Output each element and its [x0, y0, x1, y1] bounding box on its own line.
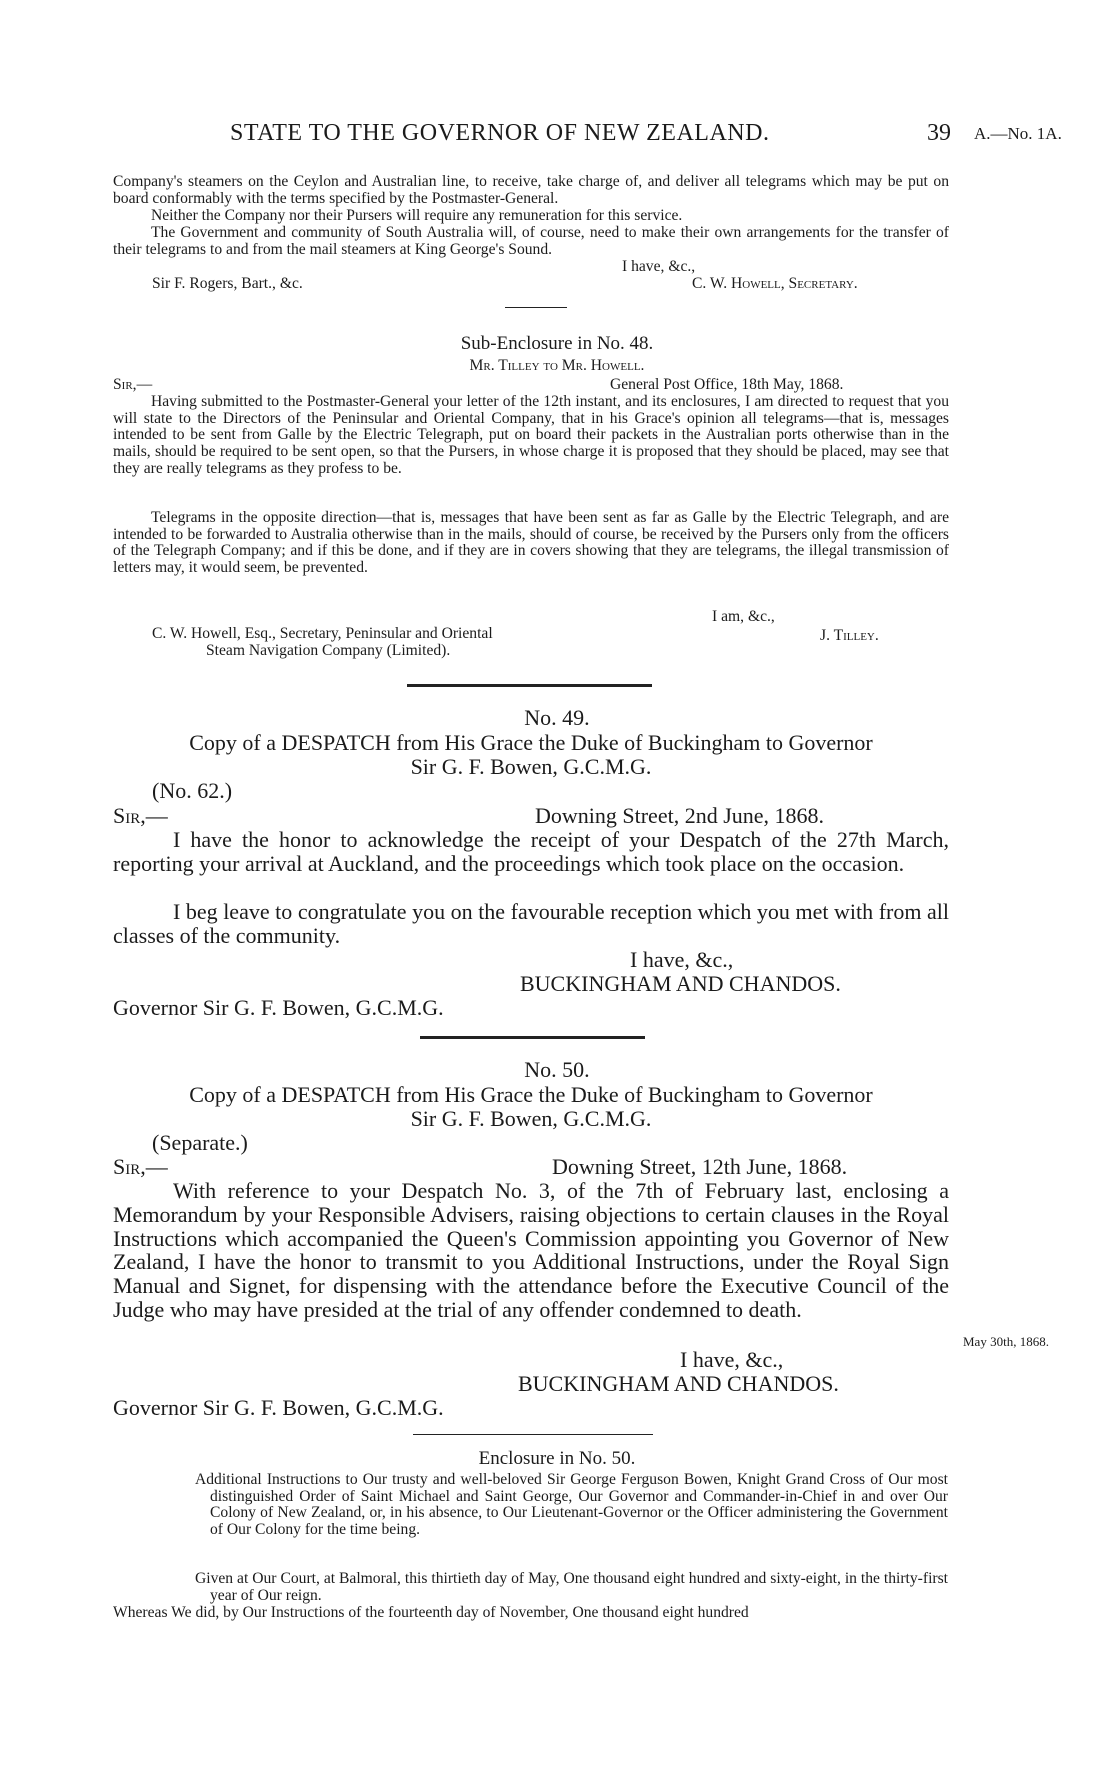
continuation-paragraph-3: The Government and community of South Australia will, of course, need to make their own arrangements for the transfer of their telegrams to and from the mail steamers at King George's Sound. — [113, 224, 949, 258]
despatch-title: Copy of a DESPATCH from His Grace the Duke of Buckingham to Governor Sir G. F. Bowen, G.C.M.G. — [189, 1082, 873, 1131]
place-date: Downing Street, 2nd June, 1868. — [535, 803, 825, 828]
sub-enclosure-paragraph-1: Having submitted to the Postmaster-General your letter of the 12th instant, and its enclosures, I am directed to request that you will state to the Directors of the Peninsular and Oriental Company, that in his Grace's opinion all telegrams—that is, messages intended to be sent from Galle by the Electric Telegraph, put on board their packets in the Australian ports otherwise than in the mails, should be required to be sent open, so that the Pursers, in whose charge it is proposed that they should be placed, may see that they are really telegrams as they profess to be. — [113, 393, 949, 477]
signature: C. W. Howell, Secretary. — [692, 275, 858, 292]
closing: I have, &c., — [680, 1347, 784, 1372]
sub-enclosure-paragraph-2: Telegrams in the opposite direction—that is, messages that have been sent as far as Galle by the Electric Telegraph, and are intended to be forwarded to Australia otherwise than in the mails, should of course, be received by the Pursers only from the officers of the Telegraph Company; and if this be done, and if they are in covers showing that they are telegrams, the illegal transmission of letters may, it would seem, be prevented. — [113, 509, 949, 577]
section-divider — [407, 684, 652, 687]
despatch-paragraph-2: I beg leave to congratulate you on the favourable reception which you met with from all classes of the community. — [113, 899, 949, 948]
addressee-line-2: Steam Navigation Company (Limited). — [206, 642, 451, 659]
enclosure-paragraph-1: Additional Instructions to Our trusty and well-beloved Sir George Ferguson Bowen, Knight Grand Cross of Our most distinguished Order of Saint Michael and Saint George, Our Governor and Commander-in-Chief in and over Our Colony of New Zealand, or, in his absence, to Our Lieutenant-Governor or the Officer administering the Government of Our Colony for the time being. — [195, 1471, 948, 1538]
closing: I am, &c., — [712, 608, 775, 625]
sub-enclosure-title: Sub-Enclosure in No. 48. — [460, 333, 654, 354]
running-title: STATE TO THE GOVERNOR OF NEW ZEALAND. — [230, 120, 770, 146]
place-date: Downing Street, 12th June, 1868. — [552, 1154, 848, 1179]
document-reference: A.—No. 1A. — [974, 124, 1062, 143]
addressee: Sir F. Rogers, Bart., &c. — [152, 275, 303, 292]
despatch-paragraph-1: I have the honor to acknowledge the receipt of your Despatch of the 27th March, reporting your arrival at Auckland, and the proceedings which took place on the occasion. — [113, 827, 949, 876]
signature: BUCKINGHAM AND CHANDOS. — [518, 1371, 839, 1396]
despatch-paragraph-1: With reference to your Despatch No. 3, of the 7th of February last, enclosing a Memorandum by your Responsible Advisers, raising objections to certain clauses in the Royal Instructions which accompanied the Queen's Commission appointing you Governor of New Zealand, I have the honor to transmit to you Additional Instructions, under the Royal Sign Manual and Signet, for dispensing with the attendance before the Executive Council of the Judge who may have presided at the trial of any offender condemned to death. — [113, 1178, 949, 1322]
addressee: Governor Sir G. F. Bowen, G.C.M.G. — [113, 995, 444, 1020]
despatch-reference: (No. 62.) — [152, 778, 233, 803]
salutation: Sir,— — [113, 376, 153, 393]
enclosure-paragraph-2: Given at Our Court, at Balmoral, this thirtieth day of May, One thousand eight hundred and sixty-eight, in the thirty-first year of Our reign. — [195, 1570, 948, 1604]
enclosure-title: Enclosure in No. 50. — [478, 1448, 636, 1469]
signature: J. Tilley. — [820, 627, 879, 644]
despatch-title: Copy of a DESPATCH from His Grace the Duke of Buckingham to Governor Sir G. F. Bowen, G.C.M.G. — [189, 730, 873, 779]
continuation-paragraph-2: Neither the Company nor their Pursers will require any remuneration for this service. — [151, 207, 683, 224]
despatch-number: No. 50. — [524, 1057, 590, 1082]
continuation-paragraph-1: Company's steamers on the Ceylon and Australian line, to receive, take charge of, and deliver all telegrams which may be put on board conformably with the terms specified by the Postmaster-General. — [113, 173, 949, 207]
addressee: Governor Sir G. F. Bowen, G.C.M.G. — [113, 1395, 444, 1420]
salutation: Sir,— — [113, 1154, 168, 1179]
page-number: 39 — [927, 120, 951, 146]
signature: BUCKINGHAM AND CHANDOS. — [520, 971, 841, 996]
closing: I have, &c., — [630, 947, 734, 972]
place-date: General Post Office, 18th May, 1868. — [610, 376, 844, 393]
addressee-line-1: C. W. Howell, Esq., Secretary, Peninsular and Oriental — [152, 625, 493, 642]
sub-enclosure-from-to: Mr. Tilley to Mr. Howell. — [469, 357, 645, 374]
despatch-reference: (Separate.) — [152, 1130, 248, 1155]
section-divider — [420, 1036, 645, 1039]
closing: I have, &c., — [622, 258, 696, 275]
despatch-number: No. 49. — [524, 705, 590, 730]
margin-note: May 30th, 1868. — [963, 1334, 1049, 1349]
salutation: Sir,— — [113, 803, 168, 828]
enclosure-paragraph-3: Whereas We did, by Our Instructions of the fourteenth day of November, One thousand eight hundred — [113, 1604, 749, 1621]
divider — [505, 307, 567, 308]
divider — [413, 1434, 653, 1435]
